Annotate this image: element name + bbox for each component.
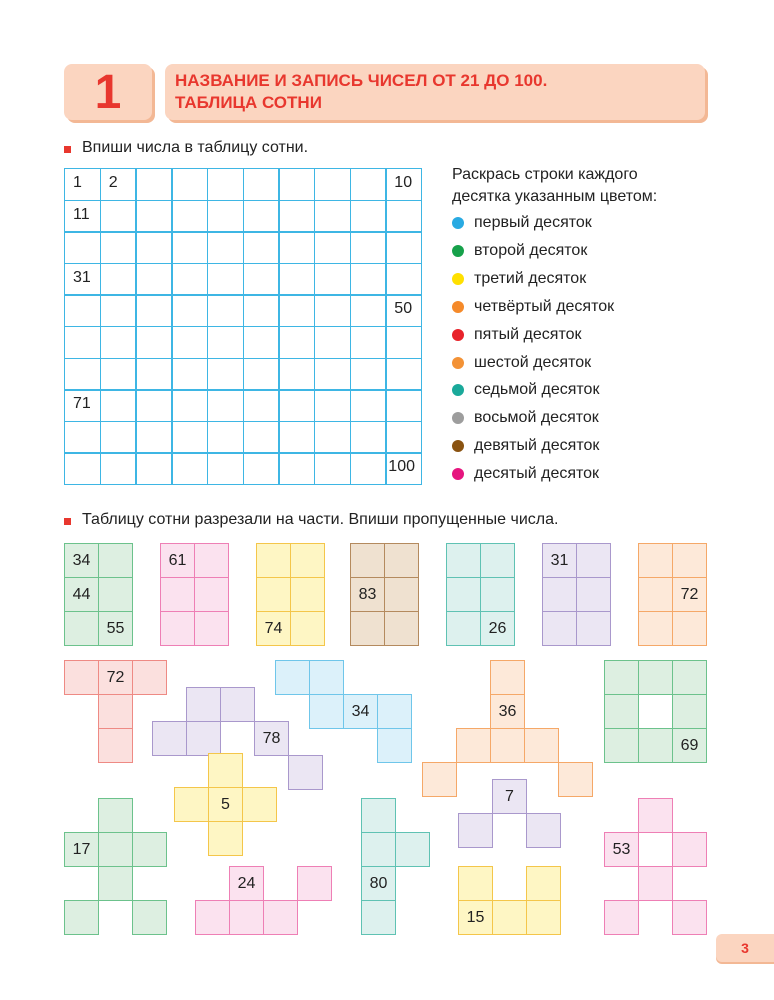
hundred-cell[interactable]: 50 [385, 294, 422, 327]
piece-cell[interactable] [604, 900, 639, 935]
piece-cell[interactable] [422, 762, 457, 797]
piece-cell[interactable] [98, 798, 133, 833]
piece-cell[interactable] [458, 813, 493, 848]
piece-cell[interactable] [672, 694, 707, 729]
piece-cell[interactable] [384, 543, 419, 578]
hundred-cell[interactable]: 31 [64, 263, 101, 296]
piece-cell[interactable] [160, 577, 195, 612]
piece-cell[interactable] [309, 660, 344, 695]
piece-cell[interactable] [638, 543, 673, 578]
piece-cell[interactable] [208, 821, 243, 856]
piece-cell[interactable]: 72 [98, 660, 133, 695]
hundred-cell[interactable]: 2 [100, 168, 137, 201]
piece-cell[interactable]: 74 [256, 611, 291, 646]
piece-cell[interactable] [480, 577, 515, 612]
piece-cell[interactable] [384, 611, 419, 646]
piece-cell[interactable] [132, 900, 167, 935]
legend-label: десятый десяток [474, 465, 600, 483]
piece-cell[interactable] [290, 543, 325, 578]
hundred-cell[interactable]: 71 [64, 389, 101, 422]
piece-cell[interactable] [638, 728, 673, 763]
piece-cell[interactable] [64, 611, 99, 646]
piece-cell[interactable]: 36 [490, 694, 525, 729]
piece-cell[interactable] [446, 611, 481, 646]
piece-cell[interactable] [194, 577, 229, 612]
piece-cell[interactable] [480, 543, 515, 578]
piece-cell[interactable] [290, 577, 325, 612]
piece-cell[interactable] [64, 900, 99, 935]
piece-cell[interactable] [275, 660, 310, 695]
legend-label: шестой десяток [474, 353, 592, 371]
piece-cell[interactable] [576, 611, 611, 646]
piece-cell[interactable] [490, 660, 525, 695]
piece-cell[interactable] [229, 900, 264, 935]
piece-cell[interactable] [64, 660, 99, 695]
piece-cell[interactable] [174, 787, 209, 822]
piece-cell[interactable] [526, 900, 561, 935]
piece-cell[interactable] [361, 832, 396, 867]
piece-cell[interactable] [492, 900, 527, 935]
piece-cell[interactable]: 34 [64, 543, 99, 578]
piece-cell[interactable] [132, 832, 167, 867]
piece-cell[interactable]: 24 [229, 866, 264, 901]
piece-cell[interactable] [672, 900, 707, 935]
piece-cell[interactable] [558, 762, 593, 797]
piece-cell[interactable] [458, 866, 493, 901]
hundred-cell[interactable]: 10 [385, 168, 422, 201]
piece-cell[interactable] [263, 900, 298, 935]
piece-cell[interactable] [672, 543, 707, 578]
piece-cell[interactable]: 72 [672, 577, 707, 612]
piece-cell[interactable] [208, 753, 243, 788]
piece-cell[interactable] [98, 832, 133, 867]
piece-cell[interactable] [242, 787, 277, 822]
section-number: 1 [64, 64, 152, 120]
piece-cell[interactable] [576, 543, 611, 578]
piece-cell[interactable] [395, 832, 430, 867]
piece-cell[interactable] [194, 543, 229, 578]
piece-cell[interactable] [604, 660, 639, 695]
piece-cell[interactable]: 31 [542, 543, 577, 578]
piece-cell[interactable] [384, 577, 419, 612]
legend-label: четвёртый десяток [474, 297, 615, 315]
piece-cell[interactable]: 53 [604, 832, 639, 867]
piece-cell[interactable] [186, 721, 221, 756]
piece-cell[interactable] [672, 832, 707, 867]
section-title-line-1: НАЗВАНИЕ И ЗАПИСЬ ЧИСЕЛ ОТ 21 ДО 100. [175, 71, 548, 90]
hundred-cell[interactable]: 11 [64, 200, 101, 233]
piece-cell[interactable] [288, 755, 323, 790]
piece-cell[interactable] [576, 577, 611, 612]
piece-cell[interactable]: 80 [361, 866, 396, 901]
piece-cell[interactable] [446, 543, 481, 578]
legend-label: девятый десяток [474, 437, 600, 455]
piece-cell[interactable] [256, 543, 291, 578]
piece-cell[interactable]: 44 [64, 577, 99, 612]
piece-cell[interactable] [524, 728, 559, 763]
piece-cell[interactable] [98, 543, 133, 578]
piece-cell[interactable]: 7 [492, 779, 527, 814]
piece-cell[interactable] [98, 866, 133, 901]
piece-cell[interactable] [361, 798, 396, 833]
piece-cell[interactable] [290, 611, 325, 646]
piece-cell[interactable] [350, 611, 385, 646]
piece-cell[interactable] [446, 577, 481, 612]
task2-instruction: Таблицу сотни разрезали на части. Впиши пропущенные числа. [82, 511, 559, 528]
piece-cell[interactable]: 78 [254, 721, 289, 756]
section-title-line-2: ТАБЛИЦА СОТНИ [175, 93, 322, 112]
piece-cell[interactable] [604, 694, 639, 729]
hundred-cell[interactable]: 1 [64, 168, 101, 201]
piece-cell[interactable] [194, 611, 229, 646]
piece-cell[interactable] [195, 900, 230, 935]
piece-cell[interactable] [220, 687, 255, 722]
piece-cell[interactable]: 26 [480, 611, 515, 646]
legend-instruction-line-2: десятка указанным цветом: [452, 188, 658, 205]
piece-cell[interactable] [456, 728, 491, 763]
piece-cell[interactable]: 69 [672, 728, 707, 763]
legend-label: седьмой десяток [474, 381, 600, 399]
piece-cell[interactable] [604, 728, 639, 763]
piece-cell[interactable] [638, 577, 673, 612]
piece-cell[interactable]: 55 [98, 611, 133, 646]
piece-cell[interactable] [256, 577, 291, 612]
legend-label: пятый десяток [474, 325, 582, 343]
piece-cell[interactable] [98, 728, 133, 763]
piece-cell[interactable] [186, 687, 221, 722]
piece-cell[interactable] [377, 694, 412, 729]
piece-cell[interactable] [638, 660, 673, 695]
piece-cell[interactable] [309, 694, 344, 729]
piece-cell[interactable]: 34 [343, 694, 378, 729]
piece-cell[interactable] [152, 721, 187, 756]
piece-cell[interactable] [672, 611, 707, 646]
piece-cell[interactable] [297, 866, 332, 901]
legend-instruction-line-1: Раскрась строки каждого [452, 166, 638, 183]
piece-cell[interactable] [377, 728, 412, 763]
piece-cell[interactable]: 5 [208, 787, 243, 822]
legend-label: второй десяток [474, 241, 588, 259]
piece-cell[interactable] [526, 813, 561, 848]
piece-cell[interactable] [672, 660, 707, 695]
piece-cell[interactable] [542, 577, 577, 612]
piece-cell[interactable] [160, 611, 195, 646]
piece-cell[interactable]: 61 [160, 543, 195, 578]
legend-label: восьмой десяток [474, 409, 599, 427]
piece-cell[interactable]: 17 [64, 832, 99, 867]
page-number: 3 [716, 934, 774, 962]
piece-cell[interactable] [98, 577, 133, 612]
piece-cell[interactable] [490, 728, 525, 763]
piece-cell[interactable]: 15 [458, 900, 493, 935]
piece-cell[interactable] [638, 798, 673, 833]
legend-label: третий десяток [474, 269, 587, 287]
hundred-cell[interactable]: 100 [385, 452, 422, 485]
legend-label: первый десяток [474, 214, 592, 231]
piece-cell[interactable] [361, 900, 396, 935]
piece-cell[interactable] [98, 694, 133, 729]
task1-instruction: Впиши числа в таблицу сотни. [82, 139, 309, 156]
piece-cell[interactable] [542, 611, 577, 646]
piece-cell[interactable] [526, 866, 561, 901]
piece-cell[interactable] [350, 543, 385, 578]
piece-cell[interactable] [132, 660, 167, 695]
piece-cell[interactable] [638, 611, 673, 646]
piece-cell[interactable]: 83 [350, 577, 385, 612]
piece-cell[interactable] [638, 866, 673, 901]
